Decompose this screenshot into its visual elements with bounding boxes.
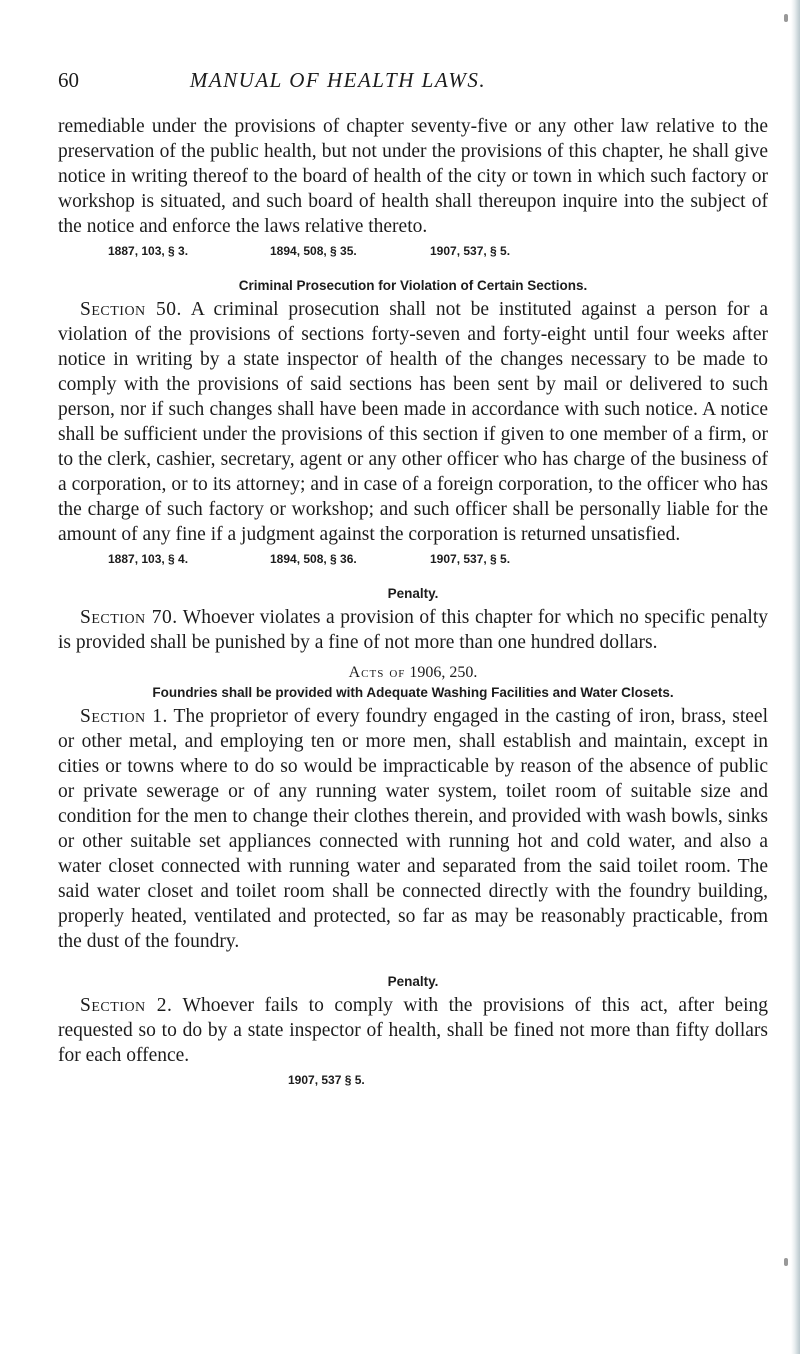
section-heading: Penalty. — [387, 974, 439, 989]
acts-year: 1906, 250. — [409, 664, 478, 681]
section-paragraph — [58, 704, 768, 954]
section-label: Section 50. — [80, 299, 182, 320]
section-text: A criminal prosecution shall not be instituted against a person for a violation of the provisions of sections forty-seven and forty-eight until four weeks after notice in writing by a state inspector of health of the changes necessary to be made to comply with the provisions of said sections has been sent by mail or delivered to such person, nor if such changes shall have been made in accordance with such notice. A notice shall be sufficient under the provisions of this section if given to one member of a firm, or to the clerk, cashier, secretary, agent or any other officer who has charge of the business of a corporation, or to its attorney; and in case of a foreign corporation, to the officer who has the charge of such factory or workshop; and such officer shall be personally liable for the amount of any fine if a judgment against the corporation is returned unsatisfied. — [58, 299, 768, 545]
section-heading: Penalty. — [387, 586, 439, 601]
running-title: MANUAL OF HEALTH LAWS. — [189, 68, 487, 92]
running-head — [58, 68, 778, 98]
section-heading: Criminal Prosecution for Violation of Certain Sections. — [238, 278, 588, 293]
citation: 1894, 508, § 36. — [270, 552, 357, 566]
citation-line — [58, 552, 768, 566]
section-paragraph — [58, 297, 768, 547]
citation-line — [58, 244, 768, 258]
section-label: Section 2. — [80, 995, 173, 1016]
edge-mark — [784, 14, 788, 22]
section-text: Whoever fails to comply with the provisions of this act, after being requested so to do by a state inspector of health, shall be fined not more than fifty dollars for each offence. — [58, 995, 769, 1066]
citation: 1887, 103, § 4. — [108, 552, 189, 566]
paragraph-continuation: remediable under the provisions of chapter seventy-five or any other law relative to the preservation of the public health, but not under the provisions of this chapter, he shall give notice in writing thereof to the board of health of the city or town in which such factory or workshop is situated, and such board of health shall thereupon inquire into the subject of the notice and enforce the laws relative thereto. — [58, 116, 768, 237]
section-heading: Foundries shall be provided with Adequate Washing Facilities and Water Closets. — [152, 685, 674, 700]
citation: 1887, 103, § 3. — [108, 244, 189, 258]
section-text: Whoever violates a provision of this chapter for which no specific penalty is provided shall be punished by a fine of not more than one hundred dollars. — [58, 607, 768, 653]
section-text: The proprietor of every foundry engaged in the casting of iron, brass, steel or other metal, and employing ten or more men, shall establish and maintain, except in cities or towns where to do so would be impracticable by reason of the absence of public or private sewerage or of any running water system, toilet room of suitable size and condition for the men to change their clothes therein, and provided with wash bowls, sinks or other suitable set appliances connected with running hot and cold water, and also a water closet connected with running water and separated from the said toilet room. The said water closet and toilet room shall be connected directly with the foundry building, properly heated, ventilated and protected, so far as may be reasonably practicable, from the dust of the foundry. — [58, 706, 769, 952]
citation: 1907, 537 § 5. — [288, 1073, 365, 1087]
citation: 1907, 537, § 5. — [430, 552, 511, 566]
page-body — [58, 114, 768, 1087]
section-paragraph — [58, 993, 768, 1068]
acts-heading — [58, 664, 768, 682]
acts-prefix: Acts of — [348, 664, 406, 681]
edge-mark — [784, 1258, 788, 1266]
page-edge-shadow — [791, 0, 800, 1354]
section-paragraph — [58, 605, 768, 655]
section-label: Section 1. — [80, 706, 168, 727]
citation: 1907, 537, § 5. — [430, 244, 511, 258]
citation-line — [58, 1073, 768, 1087]
citation: 1894, 508, § 35. — [270, 244, 357, 258]
page-number: 60 — [58, 68, 79, 92]
section-label: Section 70. — [80, 607, 178, 628]
